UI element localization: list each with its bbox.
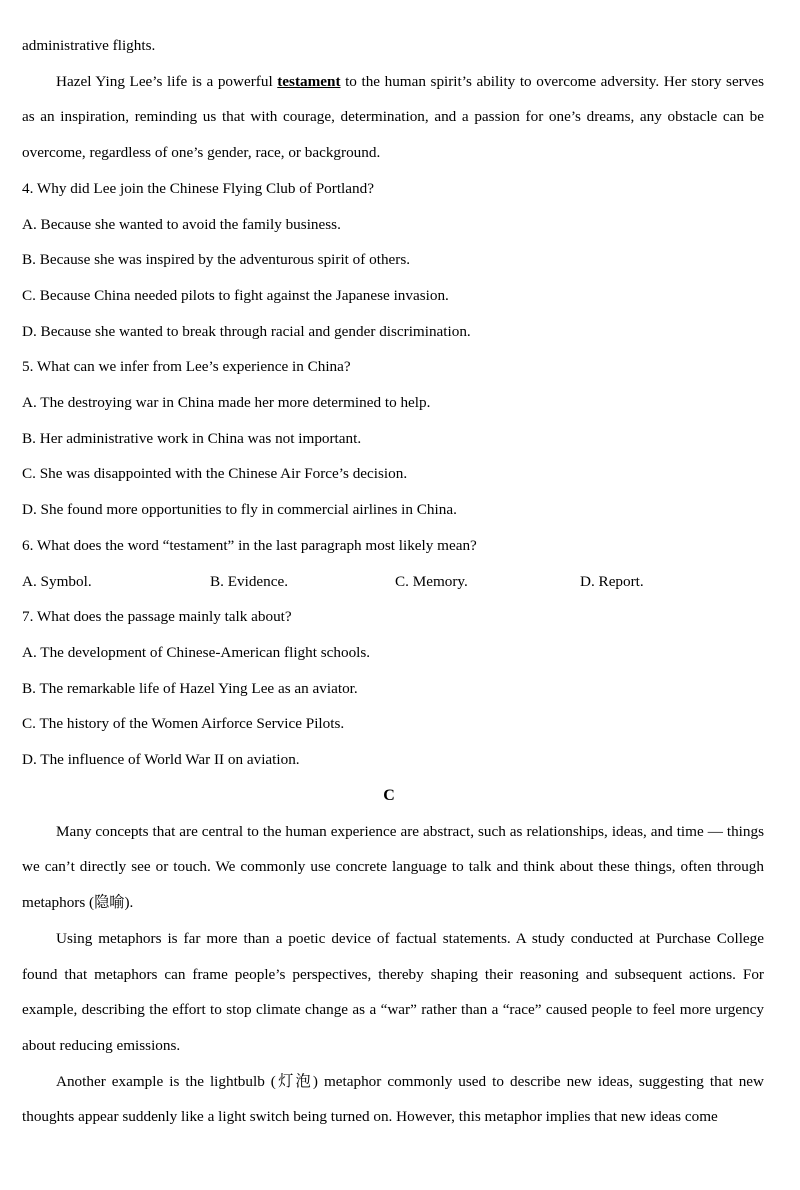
question-7-option-d[interactable]: D. The influence of World War II on aviation. — [22, 751, 300, 769]
question-6-prompt: 6. What does the word “testament” in the last paragraph most likely mean? — [22, 536, 477, 554]
paragraph-testament-before: Hazel Ying Lee’s life is a powerful — [56, 72, 278, 90]
question-7-option-c[interactable]: C. The history of the Women Airforce Service Pilots. — [22, 715, 345, 733]
question-4-option-d[interactable]: D. Because she wanted to break through racial and gender discrimination. — [22, 322, 471, 340]
question-5-option-a[interactable]: A. The destroying war in China made her more determined to help. — [22, 394, 431, 412]
question-4-option-b[interactable]: B. Because she was inspired by the adventurous spirit of others. — [22, 251, 411, 269]
question-6-option-a[interactable]: A. Symbol. — [22, 572, 92, 590]
question-6-option-c[interactable]: C. Memory. — [395, 572, 468, 590]
section-c-paragraph-2: Using metaphors is far more than a poetic device of factual statements. A study conducted at Purchase College found that metaphors can frame people’s perspectives, thereby shaping their reasoning and subsequent actions. For example, describing the effort to stop climate change as a “war” rather than a “race” caused people to feel more urgency about reducing emissions. — [22, 929, 764, 1054]
question-4-option-c[interactable]: C. Because China needed pilots to fight against the Japanese invasion. — [22, 286, 449, 304]
section-letter-c: C — [383, 786, 395, 804]
question-6-option-d[interactable]: D. Report. — [580, 572, 644, 590]
question-7-option-b[interactable]: B. The remarkable life of Hazel Ying Lee as an aviator. — [22, 679, 358, 697]
section-c-paragraph-1: Many concepts that are central to the human experience are abstract, such as relationships, ideas, and time — things we can’t directly see or touch. We commonly use concrete language to talk and think about these things, often through metaphors (隐喻). — [22, 822, 764, 912]
question-5-option-b[interactable]: B. Her administrative work in China was not important. — [22, 429, 362, 447]
question-7-option-a[interactable]: A. The development of Chinese-American flight schools. — [22, 643, 371, 661]
paragraph-testament-after: to the human spirit’s ability to overcome adversity. Her story serves as an inspiration, reminding us that with courage, determination, and a passion for one’s dreams, any obstacle can be overcome, regardless of one’s gender, race, or background. — [22, 72, 764, 162]
testament-emphasis: testament — [277, 72, 341, 90]
question-6-option-b[interactable]: B. Evidence. — [210, 572, 289, 590]
question-5-prompt: 5. What can we infer from Lee’s experience in China? — [22, 358, 351, 376]
question-5-option-c[interactable]: C. She was disappointed with the Chinese Air Force’s decision. — [22, 465, 408, 483]
question-5-option-d[interactable]: D. She found more opportunities to fly in commercial airlines in China. — [22, 501, 457, 519]
paragraph-testament — [22, 64, 764, 171]
question-4-prompt: 4. Why did Lee join the Chinese Flying Club of Portland? — [22, 179, 374, 197]
question-4-option-a[interactable]: A. Because she wanted to avoid the family business. — [22, 215, 341, 233]
continued-sentence: administrative flights. — [22, 37, 156, 54]
section-c-paragraph-3: Another example is the lightbulb (灯泡) metaphor commonly used to describe new ideas, suggesting that new thoughts appear suddenly like a light switch being turned on. However, this metaphor implies that new ideas come — [22, 1072, 764, 1126]
question-6-options — [22, 564, 764, 600]
question-7-prompt: 7. What does the passage mainly talk about? — [22, 608, 292, 626]
